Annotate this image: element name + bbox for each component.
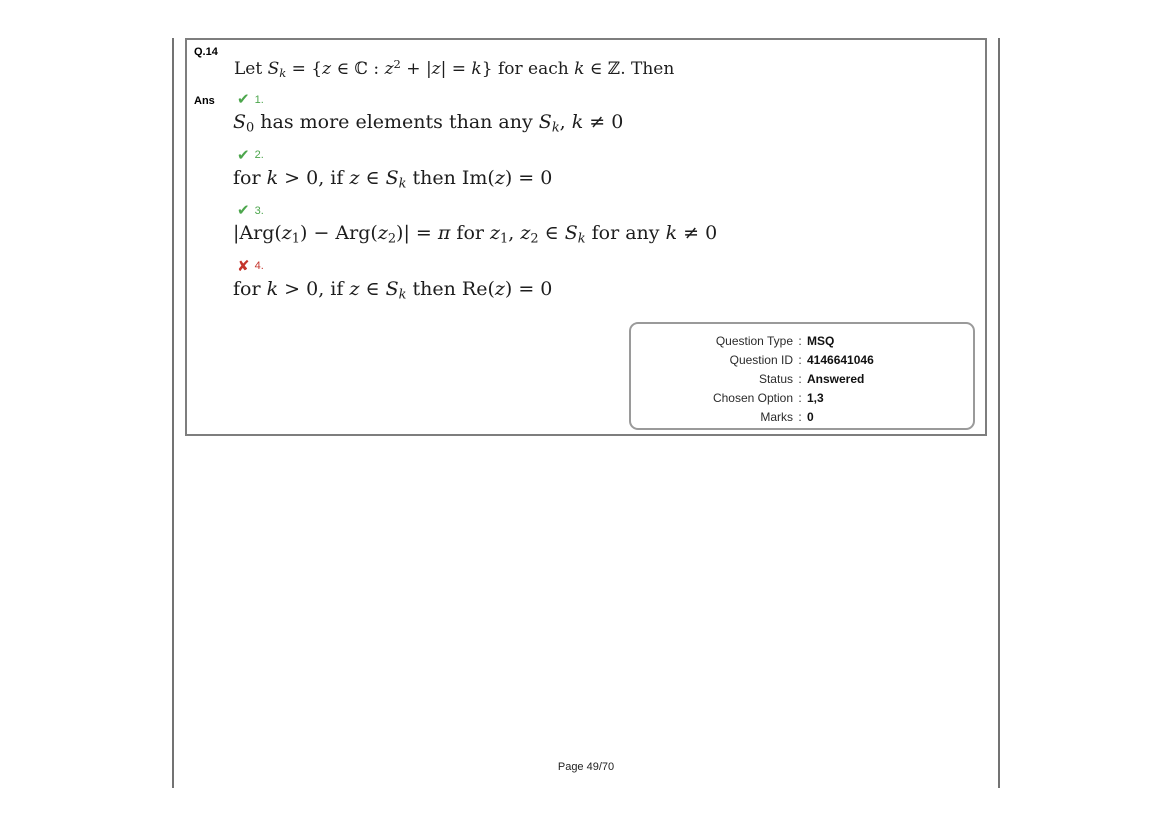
option-2-marker: [237, 147, 717, 164]
option-1-text: S0 has more elements than any Sk, k ≠ 0: [233, 111, 624, 136]
page-right-rule: [998, 38, 1000, 788]
option-3-marker: [237, 202, 717, 219]
option-3: [233, 202, 717, 247]
option-3-number: 3.: [254, 204, 264, 217]
option-4-number: 4.: [254, 260, 264, 273]
page-number-label: Page 49/70: [557, 761, 615, 773]
option-4-text: for k > 0, if z ∈ Sk then Re(z) = 0: [233, 277, 553, 303]
check-icon: ✔: [237, 202, 250, 220]
question-panel: [185, 38, 987, 436]
question-prompt: Let Sk = {z ∈ ℂ : $z^2 + |z| = k$} for each k ∈ ℤ. Then: [234, 57, 675, 80]
cross-icon: ✘: [237, 257, 250, 275]
option-4: [233, 258, 717, 303]
info-row-chosen-option: [631, 391, 973, 410]
info-row-marks: [631, 410, 973, 429]
info-value: Answered: [807, 372, 865, 386]
question-number: Q.14: [194, 46, 218, 58]
info-separator: :: [798, 372, 802, 386]
info-separator: :: [798, 391, 802, 405]
info-label: Status: [758, 372, 793, 386]
info-label: Question ID: [729, 353, 793, 367]
check-icon: ✔: [237, 91, 250, 108]
option-2: [233, 147, 717, 192]
info-label: Chosen Option: [712, 391, 793, 405]
info-label: Marks: [760, 410, 793, 424]
answer-label: Ans: [194, 95, 215, 107]
info-row-status: [631, 372, 973, 391]
info-separator: :: [798, 353, 802, 367]
options-list: [233, 91, 717, 313]
check-icon: ✔: [237, 146, 250, 164]
info-row-question-type: [631, 334, 973, 353]
option-2-text: for k > 0, if z ∈ Sk then Im(z) = 0: [233, 166, 553, 192]
info-value: 1,3: [807, 391, 824, 405]
info-label: Question Type: [715, 334, 793, 348]
info-value: MSQ: [807, 334, 835, 348]
info-separator: :: [798, 410, 802, 424]
option-4-marker: [237, 258, 717, 275]
info-separator: :: [798, 334, 802, 348]
info-value: 0: [807, 410, 814, 424]
option-1-number: 1.: [254, 93, 264, 106]
option-2-number: 2.: [254, 149, 264, 162]
page-left-rule: [172, 38, 174, 788]
question-info-panel: [629, 322, 975, 430]
option-1-marker: [237, 91, 717, 108]
option-1: [233, 91, 717, 136]
info-value: 4146641046: [807, 353, 874, 367]
info-row-question-id: [631, 353, 973, 372]
option-3-text: |Arg(z1) − Arg(z2)| = π for z1, z2 ∈ Sk for any k ≠ 0: [233, 222, 718, 247]
